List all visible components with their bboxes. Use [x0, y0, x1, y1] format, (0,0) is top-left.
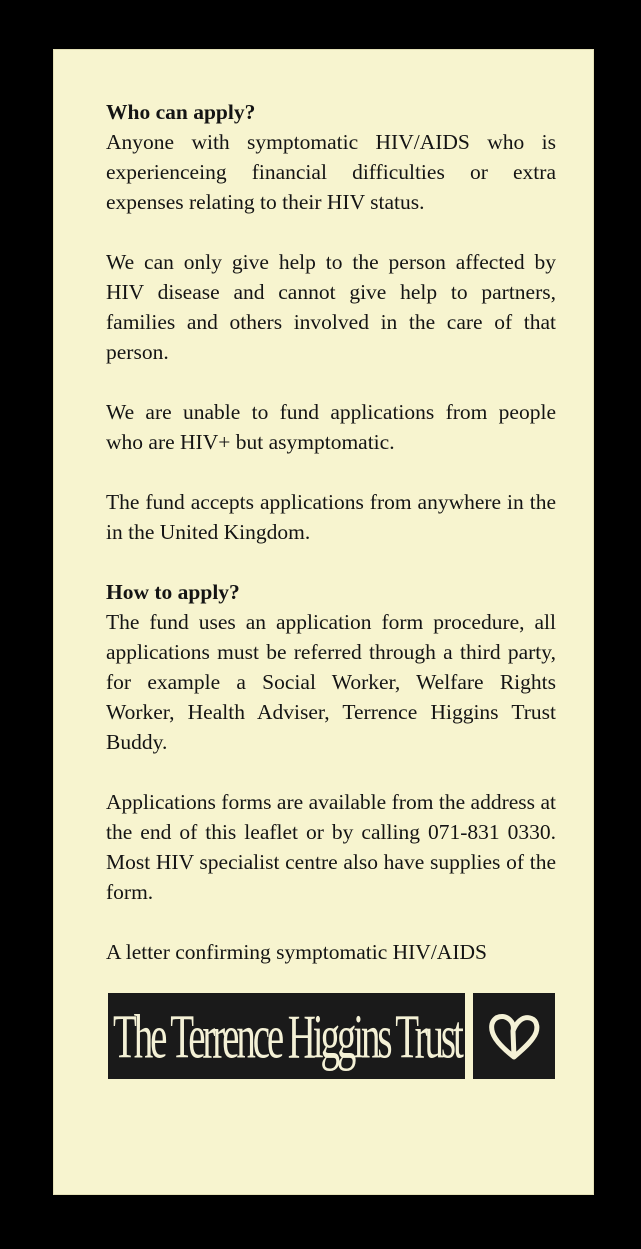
- eligibility-paragraph: Anyone with symptomatic HIV/AIDS who is experienceing financial difficulties or extra expenses relating to their HIV status.: [106, 130, 556, 214]
- letter-paragraph: A letter confirming symptomatic HIV/AIDS: [106, 940, 487, 964]
- leaflet-body: [106, 97, 556, 967]
- who-can-apply-heading: Who can apply?: [106, 100, 256, 124]
- heart-icon-graphic: [486, 1011, 542, 1061]
- leaflet-page: [53, 49, 594, 1195]
- logo-wordmark-text: The Terrence Higgins Trust: [112, 1001, 461, 1071]
- logo-wordmark: [108, 993, 465, 1079]
- procedure-paragraph: The fund uses an application form procedure, all applications must be referred through a third party, for example a Social Worker, Welfare Rights Worker, Health Adviser, Terrence Higgins Trust Buddy.: [106, 610, 556, 754]
- coverage-paragraph: The fund accepts applications from anywhere in the in the United Kingdom.: [106, 490, 556, 544]
- asymptomatic-paragraph: We are unable to fund applications from people who are HIV+ but asymptomatic.: [106, 400, 556, 454]
- how-to-apply-heading: How to apply?: [106, 580, 240, 604]
- trust-logo: [108, 993, 555, 1079]
- heart-icon: [473, 993, 555, 1079]
- restriction-paragraph: We can only give help to the person affected by HIV disease and cannot give help to partners, families and others involved in the care of that person.: [106, 250, 556, 364]
- forms-paragraph: Applications forms are available from the address at the end of this leaflet or by calling 071-831 0330. Most HIV specialist centre also have supplies of the form.: [106, 790, 556, 904]
